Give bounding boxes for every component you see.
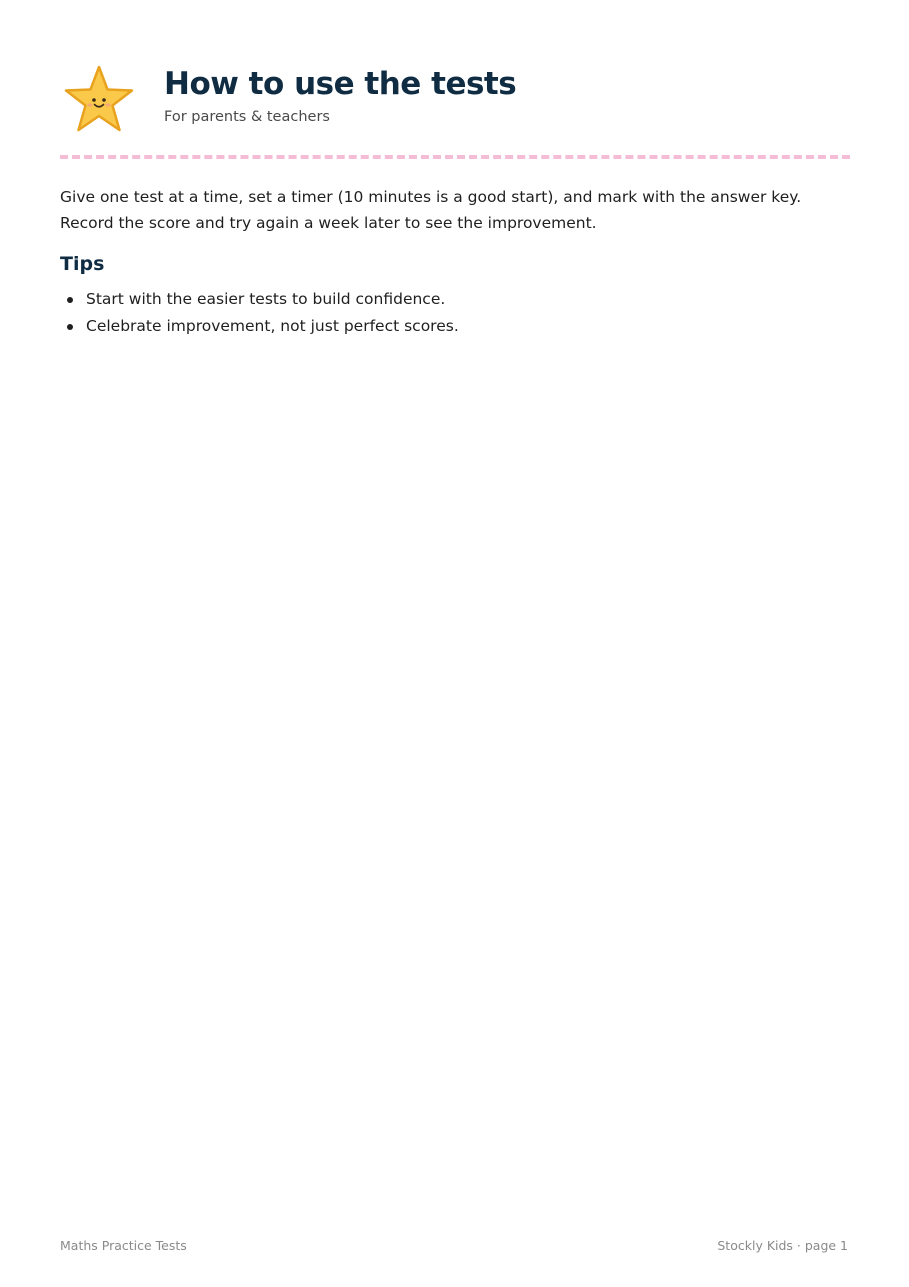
intro-paragraph: Give one test at a time, set a timer (10 minutes is a good start), and mark with the answer key. Record the score and try again a week later to see the improvement.: [60, 188, 802, 232]
list-item: Celebrate improvement, not just perfect scores.: [60, 313, 459, 340]
footer-page-label: Stockly Kids · page 1: [717, 1238, 848, 1253]
dashed-divider: [60, 155, 850, 159]
smiling-star-icon: [63, 64, 135, 134]
page-header: [60, 62, 850, 136]
list-item: Start with the easier tests to build confidence.: [60, 286, 459, 313]
footer-document-title: Maths Practice Tests: [60, 1238, 187, 1253]
tips-heading: Tips: [60, 253, 105, 275]
page-subtitle: For parents & teachers: [164, 109, 330, 125]
tips-list: [60, 286, 459, 340]
page-title: How to use the tests: [164, 66, 517, 102]
